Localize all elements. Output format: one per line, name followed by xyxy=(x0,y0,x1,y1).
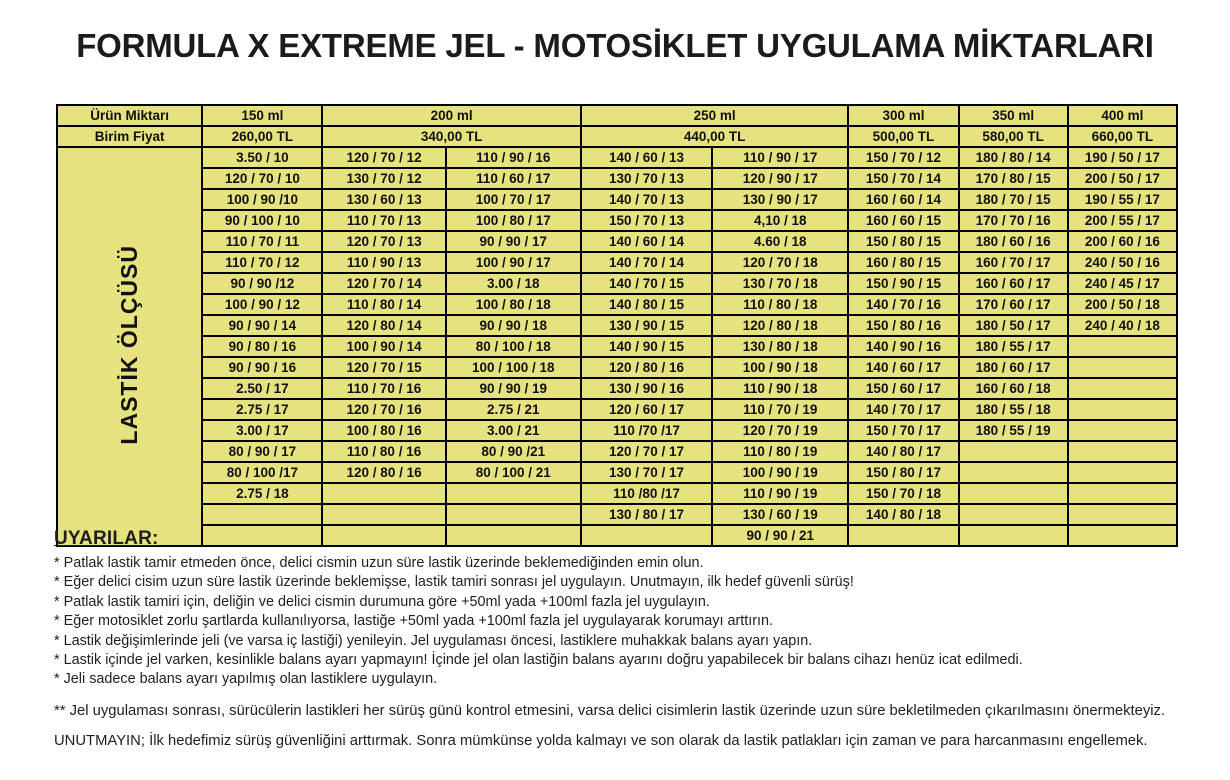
column-header-amount-4: 300 ml xyxy=(848,105,958,126)
tire-size-cell: 100 / 80 / 18 xyxy=(446,294,581,315)
tire-size-cell: 130 / 70 / 12 xyxy=(322,168,445,189)
empty-cell xyxy=(1068,378,1177,399)
application-amounts-table xyxy=(56,104,1178,547)
tire-size-cell: 140 / 70 / 13 xyxy=(581,189,712,210)
application-amounts-table-wrapper xyxy=(56,104,1178,547)
page-title: FORMULA X EXTREME JEL - MOTOSİKLET UYGULAMA MİKTARLARI xyxy=(76,27,1154,64)
tire-size-cell: 150 / 80 / 17 xyxy=(848,462,958,483)
tire-size-cell: 140 / 60 / 14 xyxy=(581,231,712,252)
tire-size-cell: 120 / 80 / 14 xyxy=(322,315,445,336)
warning-item: * Patlak lastik tamiri için, deliğin ve delici cismin durumuna göre +50ml yada +100ml fazla jel uygulayın. xyxy=(54,593,710,610)
empty-cell xyxy=(1068,336,1177,357)
tire-size-cell: 130 / 70 / 17 xyxy=(581,462,712,483)
table-row xyxy=(57,147,1177,168)
tire-size-cell: 180 / 70 / 15 xyxy=(959,189,1068,210)
tire-size-cell: 190 / 55 / 17 xyxy=(1068,189,1177,210)
tire-size-cell: 120 / 70 / 12 xyxy=(322,147,445,168)
tire-size-cell: 3.00 / 21 xyxy=(446,420,581,441)
column-header-price-1: 260,00 TL xyxy=(202,126,322,147)
tire-size-cell: 200 / 55 / 17 xyxy=(1068,210,1177,231)
tire-size-cell: 90 / 90 / 21 xyxy=(712,525,848,546)
tire-size-side-label xyxy=(57,147,202,546)
tire-size-cell: 90 / 100 / 10 xyxy=(202,210,322,231)
tire-size-cell: 110 / 90 / 19 xyxy=(712,483,848,504)
warning-item: * Eğer motosiklet zorlu şartlarda kullanılıyorsa, lastiğe +50ml yada +100ml fazla jel uygulayarak korumayı arttırın. xyxy=(54,613,774,630)
tire-size-cell: 160 / 80 / 15 xyxy=(848,252,958,273)
table-row xyxy=(57,378,1177,399)
tire-size-cell: 120 / 70 / 13 xyxy=(322,231,445,252)
tire-size-cell: 200 / 50 / 17 xyxy=(1068,168,1177,189)
tire-size-cell: 100 / 90 /10 xyxy=(202,189,322,210)
tire-size-cell: 3.00 / 17 xyxy=(202,420,322,441)
tire-size-cell: 150 / 70 / 18 xyxy=(848,483,958,504)
table-header-price-row xyxy=(57,126,1177,147)
tire-size-cell: 100 / 90 / 17 xyxy=(446,252,581,273)
column-header-price-2: 340,00 TL xyxy=(322,126,580,147)
empty-cell xyxy=(1068,483,1177,504)
tire-size-cell: 160 / 60 / 17 xyxy=(959,273,1068,294)
tire-size-cell: 110 / 70 / 13 xyxy=(322,210,445,231)
tire-size-cell: 140 / 80 / 15 xyxy=(581,294,712,315)
tire-size-cell: 130 / 80 / 18 xyxy=(712,336,848,357)
tire-size-cell: 140 / 90 / 16 xyxy=(848,336,958,357)
warnings-list xyxy=(54,554,1194,690)
tire-size-cell: 100 / 100 / 18 xyxy=(446,357,581,378)
table-row xyxy=(57,441,1177,462)
tire-size-cell: 110 / 90 / 18 xyxy=(712,378,848,399)
tire-size-cell: 2.75 / 18 xyxy=(202,483,322,504)
tire-size-cell: 120 / 80 / 16 xyxy=(322,462,445,483)
tire-size-cell: 190 / 50 / 17 xyxy=(1068,147,1177,168)
tire-size-cell: 240 / 50 / 16 xyxy=(1068,252,1177,273)
empty-cell xyxy=(202,504,322,525)
tire-size-cell: 110 / 80 / 16 xyxy=(322,441,445,462)
tire-size-cell: 130 / 90 / 15 xyxy=(581,315,712,336)
empty-cell xyxy=(322,504,445,525)
tire-size-cell: 180 / 55 / 19 xyxy=(959,420,1068,441)
tire-size-cell: 2.75 / 17 xyxy=(202,399,322,420)
tire-size-cell: 3.50 / 10 xyxy=(202,147,322,168)
table-row xyxy=(57,315,1177,336)
tire-size-cell: 90 / 80 / 16 xyxy=(202,336,322,357)
tire-size-cell: 150 / 80 / 15 xyxy=(848,231,958,252)
tire-size-cell: 180 / 50 / 17 xyxy=(959,315,1068,336)
table-header-amount-row xyxy=(57,105,1177,126)
table-row xyxy=(57,231,1177,252)
tire-size-cell: 80 / 90 /21 xyxy=(446,441,581,462)
tire-size-cell: 120 / 70 / 17 xyxy=(581,441,712,462)
tire-size-cell: 110 / 60 / 17 xyxy=(446,168,581,189)
tire-size-cell: 4,10 / 18 xyxy=(712,210,848,231)
warnings-heading: UYARILAR: xyxy=(54,528,159,549)
empty-cell xyxy=(1068,441,1177,462)
column-header-price-5: 580,00 TL xyxy=(959,126,1068,147)
tire-size-cell: 180 / 55 / 17 xyxy=(959,336,1068,357)
tire-size-cell: 200 / 60 / 16 xyxy=(1068,231,1177,252)
header-row-label-price: Birim Fiyat xyxy=(57,126,202,147)
tire-size-cell: 160 / 60 / 15 xyxy=(848,210,958,231)
tire-size-cell: 180 / 80 / 14 xyxy=(959,147,1068,168)
warning-item: * Eğer delici cisim uzun süre lastik üzerinde beklemişse, lastik tamiri sonrası jel uygulayın. Unutmayın, ilk hedef güvenli sürüş! xyxy=(54,574,854,591)
tire-size-cell: 140 / 70 / 16 xyxy=(848,294,958,315)
tire-size-cell: 120 / 90 / 17 xyxy=(712,168,848,189)
tire-size-cell: 130 / 80 / 17 xyxy=(581,504,712,525)
tire-size-cell: 110 / 80 / 14 xyxy=(322,294,445,315)
table-row xyxy=(57,462,1177,483)
tire-size-cell: 120 / 70 / 16 xyxy=(322,399,445,420)
empty-cell xyxy=(322,483,445,504)
table-row xyxy=(57,210,1177,231)
column-header-amount-1: 150 ml xyxy=(202,105,322,126)
tire-size-cell: 110 / 90 / 13 xyxy=(322,252,445,273)
tire-size-cell: 3.00 / 18 xyxy=(446,273,581,294)
tire-size-cell: 160 / 70 / 17 xyxy=(959,252,1068,273)
tire-size-cell: 90 / 90 / 19 xyxy=(446,378,581,399)
tire-size-cell: 120 / 60 / 17 xyxy=(581,399,712,420)
column-header-amount-6: 400 ml xyxy=(1068,105,1177,126)
tire-size-cell: 170 / 80 / 15 xyxy=(959,168,1068,189)
tire-size-cell: 80 / 100 /17 xyxy=(202,462,322,483)
tire-size-cell: 120 / 70 / 14 xyxy=(322,273,445,294)
empty-cell xyxy=(1068,420,1177,441)
tire-size-cell: 140 / 70 / 15 xyxy=(581,273,712,294)
tire-size-cell: 100 / 80 / 16 xyxy=(322,420,445,441)
tire-size-cell: 110 / 90 / 17 xyxy=(712,147,848,168)
tire-size-cell: 120 / 70 / 15 xyxy=(322,357,445,378)
table-row xyxy=(57,357,1177,378)
tire-size-cell: 80 / 100 / 18 xyxy=(446,336,581,357)
tire-size-cell: 120 / 70 / 19 xyxy=(712,420,848,441)
empty-cell xyxy=(1068,504,1177,525)
empty-cell xyxy=(1068,357,1177,378)
empty-cell xyxy=(446,483,581,504)
tire-size-cell: 90 / 90 / 14 xyxy=(202,315,322,336)
tire-size-cell: 140 / 80 / 18 xyxy=(848,504,958,525)
empty-cell xyxy=(1068,399,1177,420)
table-row xyxy=(57,252,1177,273)
table-row xyxy=(57,336,1177,357)
column-header-amount-5: 350 ml xyxy=(959,105,1068,126)
column-header-price-3: 440,00 TL xyxy=(581,126,848,147)
warnings-note: ** Jel uygulaması sonrası, sürücülerin lastikleri her sürüş günü kontrol etmesini, varsa delici cisimlerin lastik üzerinde uzun süre bekletilmeden çıkarılmasını önermekteyiz. xyxy=(54,702,1166,719)
tire-size-cell: 180 / 60 / 16 xyxy=(959,231,1068,252)
tire-size-cell: 150 / 90 / 15 xyxy=(848,273,958,294)
tire-size-cell: 120 / 70 / 10 xyxy=(202,168,322,189)
tire-size-cell: 2.75 / 21 xyxy=(446,399,581,420)
warning-item: * Jeli sadece balans ayarı yapılmış olan lastiklere uygulayın. xyxy=(54,671,438,688)
empty-cell xyxy=(1068,462,1177,483)
tire-size-cell: 90 / 90 / 18 xyxy=(446,315,581,336)
tire-size-cell: 100 / 80 / 17 xyxy=(446,210,581,231)
tire-size-cell: 90 / 90 / 17 xyxy=(446,231,581,252)
tire-size-cell: 100 / 90 / 12 xyxy=(202,294,322,315)
table-row xyxy=(57,399,1177,420)
warnings-footer: UNUTMAYIN; İlk hedefimiz sürüş güvenliğini arttırmak. Sonra mümkünse yolda kalmayı ve son olarak da lastik patlakları için zaman ve para harcanmasını engellemek. xyxy=(54,732,1148,749)
tire-size-cell: 130 / 60 / 13 xyxy=(322,189,445,210)
tire-size-cell: 100 / 70 / 17 xyxy=(446,189,581,210)
tire-size-cell: 130 / 70 / 18 xyxy=(712,273,848,294)
tire-size-cell: 100 / 90 / 18 xyxy=(712,357,848,378)
warning-item: * Lastik değişimlerinde jeli (ve varsa iç lastiği) yenileyin. Jel uygulaması öncesi, lastiklere muhakkak balans ayarı yapın. xyxy=(54,632,813,649)
tire-size-cell: 140 / 90 / 15 xyxy=(581,336,712,357)
tire-size-cell: 160 / 60 / 18 xyxy=(959,378,1068,399)
tire-size-cell: 110 / 70 / 16 xyxy=(322,378,445,399)
table-row xyxy=(57,273,1177,294)
tire-size-cell: 200 / 50 / 18 xyxy=(1068,294,1177,315)
table-row xyxy=(57,294,1177,315)
header-row-label-amount: Ürün Miktarı xyxy=(57,105,202,126)
tire-size-cell: 110 / 80 / 18 xyxy=(712,294,848,315)
table-row xyxy=(57,483,1177,504)
column-header-amount-2: 200 ml xyxy=(322,105,580,126)
empty-cell xyxy=(959,483,1068,504)
tire-size-cell: 120 / 80 / 18 xyxy=(712,315,848,336)
tire-size-cell: 140 / 60 / 13 xyxy=(581,147,712,168)
tire-size-cell: 110 / 70 / 12 xyxy=(202,252,322,273)
table-row xyxy=(57,168,1177,189)
tire-size-cell: 150 / 70 / 14 xyxy=(848,168,958,189)
tire-size-cell: 130 / 70 / 13 xyxy=(581,168,712,189)
table-row xyxy=(57,189,1177,210)
tire-size-cell: 150 / 70 / 17 xyxy=(848,420,958,441)
table-row xyxy=(57,504,1177,525)
tire-size-cell: 140 / 60 / 17 xyxy=(848,357,958,378)
tire-size-cell: 90 / 90 / 16 xyxy=(202,357,322,378)
tire-size-cell: 110 / 80 / 19 xyxy=(712,441,848,462)
tire-size-cell: 240 / 45 / 17 xyxy=(1068,273,1177,294)
column-header-price-6: 660,00 TL xyxy=(1068,126,1177,147)
tire-size-cell: 150 / 60 / 17 xyxy=(848,378,958,399)
table-body xyxy=(57,105,1177,546)
empty-cell xyxy=(959,504,1068,525)
tire-size-cell: 150 / 70 / 12 xyxy=(848,147,958,168)
tire-size-cell: 140 / 80 / 17 xyxy=(848,441,958,462)
tire-size-cell: 4.60 / 18 xyxy=(712,231,848,252)
table-row xyxy=(57,420,1177,441)
tire-size-cell: 240 / 40 / 18 xyxy=(1068,315,1177,336)
tire-size-cell: 110 /70 /17 xyxy=(581,420,712,441)
tire-size-cell: 110 / 90 / 16 xyxy=(446,147,581,168)
empty-cell xyxy=(959,441,1068,462)
warnings-section xyxy=(54,528,1194,751)
empty-cell xyxy=(446,504,581,525)
tire-size-cell: 180 / 60 / 17 xyxy=(959,357,1068,378)
tire-size-cell: 80 / 90 / 17 xyxy=(202,441,322,462)
tire-size-cell: 130 / 60 / 19 xyxy=(712,504,848,525)
column-header-amount-3: 250 ml xyxy=(581,105,848,126)
tire-size-cell: 140 / 70 / 14 xyxy=(581,252,712,273)
tire-size-cell: 110 /80 /17 xyxy=(581,483,712,504)
tire-size-cell: 2.50 / 17 xyxy=(202,378,322,399)
tire-size-cell: 140 / 70 / 17 xyxy=(848,399,958,420)
tire-size-cell: 170 / 60 / 17 xyxy=(959,294,1068,315)
tire-size-cell: 170 / 70 / 16 xyxy=(959,210,1068,231)
tire-size-cell: 120 / 70 / 18 xyxy=(712,252,848,273)
tire-size-cell: 130 / 90 / 17 xyxy=(712,189,848,210)
tire-size-cell: 110 / 70 / 11 xyxy=(202,231,322,252)
tire-size-cell: 110 / 70 / 19 xyxy=(712,399,848,420)
tire-size-cell: 100 / 90 / 14 xyxy=(322,336,445,357)
tire-size-cell: 180 / 55 / 18 xyxy=(959,399,1068,420)
tire-size-cell: 90 / 90 /12 xyxy=(202,273,322,294)
tire-size-cell: 150 / 80 / 16 xyxy=(848,315,958,336)
tire-size-cell: 150 / 70 / 13 xyxy=(581,210,712,231)
tire-size-side-label-text: LASTİK ÖLÇÜSÜ xyxy=(116,245,143,446)
warning-item: * Lastik içinde jel varken, kesinlikle balans ayarı yapmayın! İçinde jel olan lastiğin balans ayarını doğru yapabilecek bir balans cihazı henüz icat edilmedi. xyxy=(54,652,1023,669)
tire-size-cell: 120 / 80 / 16 xyxy=(581,357,712,378)
tire-size-cell: 80 / 100 / 21 xyxy=(446,462,581,483)
tire-size-cell: 100 / 90 / 19 xyxy=(712,462,848,483)
warning-item: * Patlak lastik tamir etmeden önce, delici cismin uzun süre lastik üzerinde beklemediğinden emin olun. xyxy=(54,555,704,571)
column-header-price-4: 500,00 TL xyxy=(848,126,958,147)
empty-cell xyxy=(959,462,1068,483)
tire-size-cell: 130 / 90 / 16 xyxy=(581,378,712,399)
tire-size-cell: 160 / 60 / 14 xyxy=(848,189,958,210)
